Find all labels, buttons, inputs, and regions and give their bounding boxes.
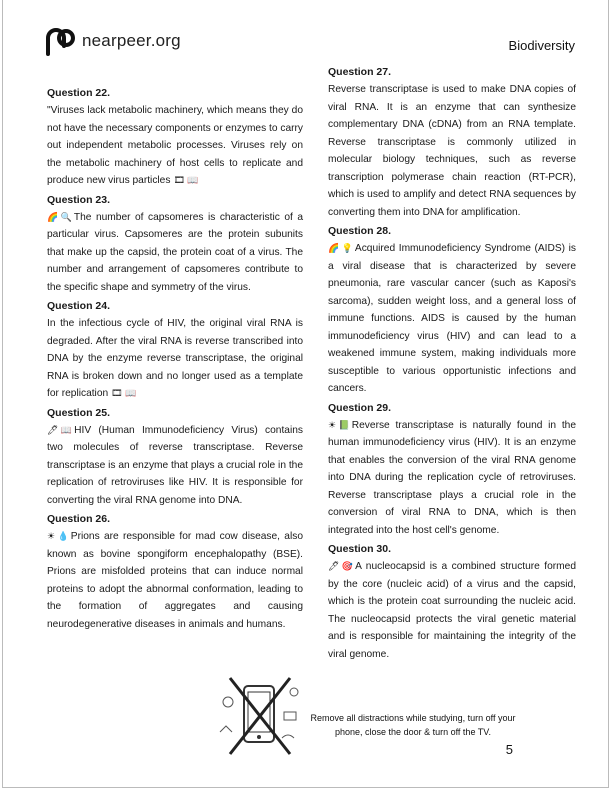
page-number: 5: [505, 742, 513, 757]
question-title: Question 29.: [328, 401, 392, 414]
decorative-emoji-icon: 🖊 🎯: [328, 561, 354, 571]
answer-body: A nucleocapsid is a combined structure formed by the core (nucleic acid) of a virus and the capsid, which is the protein coat surrounding the nucleic acid. The nucleocapsid protects the viral genetic material and is responsible for maintaining the integrity of the viral genome.: [328, 561, 576, 660]
question-title: Question 25.: [47, 406, 111, 419]
answer-text: [47, 102, 303, 190]
no-phone-icon: [214, 672, 306, 760]
logo-text: nearpeer.org: [82, 31, 181, 50]
answer-text: [328, 558, 576, 663]
footer-note: Remove all distractions while studying, turn off your phone, close the door & turn off the TV.: [310, 713, 516, 737]
logo[interactable]: [44, 26, 181, 56]
answer-text: [47, 422, 303, 510]
decorative-tail-icon: 🎞 📖: [111, 388, 137, 398]
decorative-emoji-icon: 🖊 📖: [47, 424, 73, 435]
decorative-emoji-icon: 🌈 💡: [328, 243, 353, 253]
answer-text: [47, 315, 303, 403]
question-title: Question 26.: [47, 513, 111, 525]
answer-text: [328, 417, 576, 540]
answer-body: "Viruses lack metabolic machinery, which means they do not have the necessary components or enzymes to carry out independent metabolic processes. Viruses rely on the metabolic machinery of host cells to replicate and produce new virus particles: [47, 105, 303, 186]
answer-body: HIV (Human Immunodeficiency Virus) contains two molecules of reverse transcriptase. Reverse transcriptase is an enzyme that plays a crucial role in the replication of retroviruses like HIV. It is responsible for converting the viral RNA genome into DNA.: [47, 424, 303, 506]
question-title: Question 28.: [328, 225, 392, 237]
question-title: Question 23.: [47, 193, 111, 206]
answer-text: [328, 81, 576, 221]
answer-text: [47, 209, 303, 297]
question-title: Question 22.: [47, 87, 111, 99]
question-title: Question 30.: [328, 543, 392, 555]
decorative-emoji-icon: ☀ 💧: [47, 531, 69, 541]
left-column: [47, 85, 303, 635]
nearpeer-logo-icon: [44, 26, 76, 56]
decorative-emoji-icon: 🌈 🔍: [47, 211, 72, 222]
answer-text: [328, 240, 576, 398]
decorative-emoji-icon: ☀ 📗: [328, 419, 350, 430]
question-title: Question 24.: [47, 300, 111, 312]
answer-body: In the infectious cycle of HIV, the original viral RNA is degraded. After the viral RNA is reverse transcribed into DNA by the enzyme reverse transcriptase, the original RNA is broken down and no longer used as a template for replication: [47, 318, 303, 399]
right-column: [328, 64, 576, 665]
decorative-tail-icon: 🎞 📖: [173, 175, 199, 185]
answer-body: Prions are responsible for mad cow disease, also known as bovine spongiform encephalopathy (BSE). Prions are misfolded proteins that can induce normal proteins to adopt the abnormal conformation, leading to the formation of aggregates and causing neurodegenerative diseases in animals and humans.: [47, 531, 303, 630]
subject-title: Biodiversity: [508, 38, 575, 53]
question-title: Question 27.: [328, 66, 392, 78]
answer-body: Reverse transcriptase is naturally found in the human immunodeficiency virus (HIV). It is an enzyme that enables the conversion of the viral RNA genome into DNA during the replication cycle of retroviruses. Reverse transcriptase plays a crucial role in the conversion of viral RNA to DNA, which is then integrated into the host cell's genome.: [328, 419, 576, 536]
answer-body: Acquired Immunodeficiency Syndrome (AIDS) is a viral disease that is characterized by severe pneumonia, rare vascular cancer (such as Kaposi's sarcoma), sudden weight loss, and a general loss of immune functions. AIDS is caused by the human immunodeficiency virus (HIV) and can lead to a weakened immune system, making individuals more susceptible to various opportunistic infections and cancers.: [328, 243, 576, 394]
answer-text: [47, 528, 303, 633]
answer-body: The number of capsomeres is characteristic of a particular virus. Capsomeres are the protein subunits that make up the capsid, the protein coat of a virus. The number and arrangement of capsomeres contribute to the specific shape and symmetry of the virus.: [47, 211, 303, 293]
answer-body: Reverse transcriptase is used to make DNA copies of viral RNA. It is an enzyme that can synthesize complementary DNA (cDNA) from an RNA template. Reverse transcriptase is commonly utilized in molecular biology techniques, such as reverse transcription polymerase chain reaction (RT-PCR), which is used to amplify and detect RNA sequences by converting them into DNA for amplification.: [328, 84, 576, 218]
